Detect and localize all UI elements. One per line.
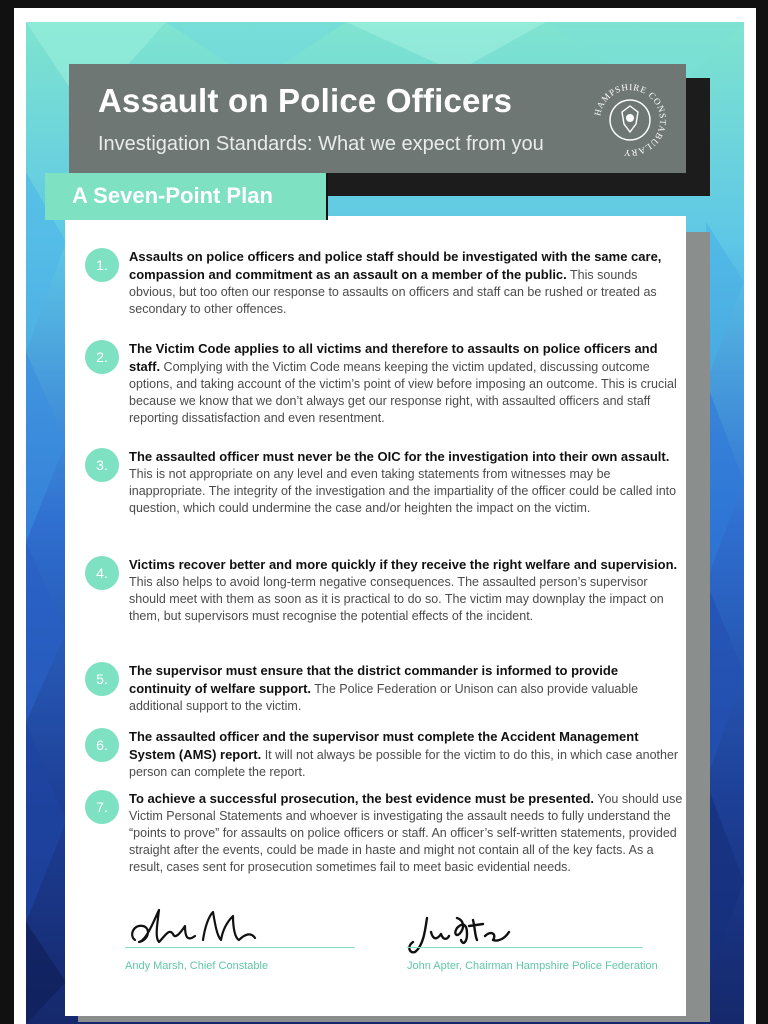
point-text <box>129 556 683 625</box>
point-number: 3. <box>85 448 119 482</box>
signature-caption: Andy Marsh, Chief Constable <box>125 960 269 972</box>
point-body: This also helps to avoid long-term negative consequences. The assaulted person’s supervisor should meet with them as soon as it is practical to do so. The victim may downplay the impact on them, but supervisors must recognise the potential effects of the incident. <box>129 575 664 623</box>
point-lead: Victims recover better and more quickly if they receive the right welfare and supervision. <box>129 557 678 572</box>
point-text <box>129 340 683 427</box>
signature-line <box>407 947 643 948</box>
handwritten-signature-icon <box>125 906 265 952</box>
point-number: 2. <box>85 340 119 374</box>
point-number: 7. <box>85 790 119 824</box>
point-lead: The assaulted officer and the supervisor must complete the Accident Management System (AMS) report. <box>129 729 639 762</box>
point-lead: To achieve a successful prosecution, the best evidence must be presented. <box>129 791 595 806</box>
point-body: This sounds obvious, but too often our response to assaults on officers and staff can be rushed or treated as secondary to other offences. <box>129 268 657 316</box>
point-body: It will not always be possible for the victim to do this, in which case another person can complete the report. <box>129 748 679 779</box>
logo-text: HAMPSHIRE CONSTABULARY <box>592 81 669 159</box>
point-body: This is not appropriate on any level and even taking statements from witnesses may be inappropriate. The integrity of the investigation and the impartiality of the officer could be called into question, which could undermine the case and/or heighten the impact on the victim. <box>129 467 677 515</box>
point-text <box>129 790 683 876</box>
point-text <box>129 448 683 517</box>
plan-label: A Seven-Point Plan <box>72 183 273 208</box>
point-text <box>129 662 683 715</box>
signature-line <box>125 947 355 948</box>
point-body: Complying with the Victim Code means keeping the victim updated, discussing outcome options, and taking account of the victim’s point of view before imposing an outcome. This is crucial because we know that we don’t always get our response right, with assaulted officers and staff reporting dissatisfaction and even resentment. <box>129 360 677 425</box>
point-text <box>129 248 683 318</box>
point-number: 1. <box>85 248 119 282</box>
point-number: 5. <box>85 662 119 696</box>
point-lead: Assaults on police officers and police staff should be investigated with the same care, compassion and commitment as an assault on a member of the public. <box>129 249 662 282</box>
point-text <box>129 728 683 781</box>
point-body: The Police Federation or Unison can also provide valuable additional support to the victim. <box>129 682 639 713</box>
point-lead: The Victim Code applies to all victims and therefore to assaults on police officers and staff. <box>129 341 658 374</box>
point-number: 4. <box>85 556 119 590</box>
point-number: 6. <box>85 728 119 762</box>
page-subtitle: Investigation Standards: What we expect from you <box>98 133 544 155</box>
point-body: You should use Victim Personal Statements and whoever is investigating the assault needs to fully understand the “points to prove” for assaults on police officers or staff. An officer’s self-written statements, provided straight after the events, could be made in haste and might not contain all of the key facts. As a result, cases sent for prosecution sometimes fail to meet basic evidential needs. <box>129 792 683 874</box>
point-lead: The supervisor must ensure that the district commander is informed to provide continuity of welfare support. <box>129 663 619 696</box>
point-lead: The assaulted officer must never be the OIC for the investigation into their own assault. <box>129 449 670 464</box>
page-title: Assault on Police Officers <box>98 82 513 119</box>
police-crest-icon <box>588 78 672 162</box>
handwritten-signature-icon <box>405 910 515 958</box>
signature-caption: John Apter, Chairman Hampshire Police Federation <box>407 960 658 972</box>
